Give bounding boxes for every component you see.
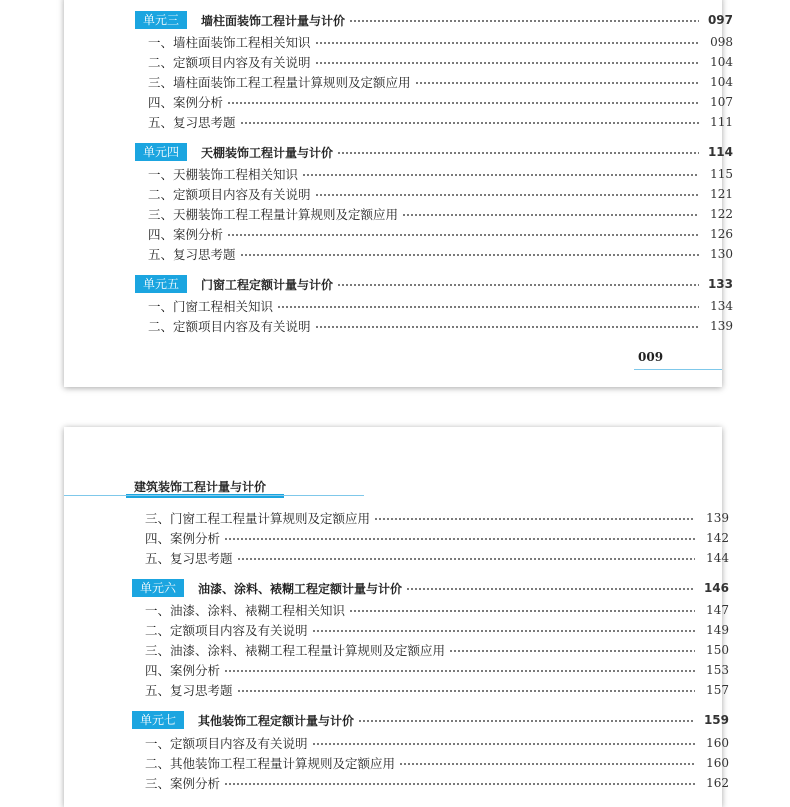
entry-title: 一、定额项目内容及有关说明 bbox=[145, 736, 308, 751]
page-number: 150 bbox=[706, 643, 729, 657]
leader-dots bbox=[227, 232, 699, 238]
unit-badge: 单元三 bbox=[135, 11, 187, 29]
entry-title: 五、复习思考题 bbox=[148, 115, 236, 130]
entry-title: 四、案例分析 bbox=[145, 663, 221, 678]
toc-entry[interactable] bbox=[145, 528, 729, 548]
page-number: 139 bbox=[710, 319, 733, 333]
entry-title: 一、油漆、涂料、裱糊工程相关知识 bbox=[145, 603, 346, 618]
toc-entry[interactable] bbox=[148, 296, 733, 316]
leader-dots bbox=[237, 688, 695, 694]
toc-entry[interactable] bbox=[148, 184, 733, 204]
entry-title: 二、定额项目内容及有关说明 bbox=[148, 55, 311, 70]
unit-heading[interactable] bbox=[135, 274, 733, 294]
folio-rule bbox=[634, 369, 722, 370]
page-number: 162 bbox=[706, 776, 729, 790]
page-number: 098 bbox=[710, 35, 733, 49]
entry-title: 三、天棚装饰工程工程量计算规则及定额应用 bbox=[148, 207, 399, 222]
unit-badge: 单元七 bbox=[132, 711, 184, 729]
leader-dots bbox=[312, 628, 695, 634]
unit-heading[interactable] bbox=[132, 710, 729, 730]
toc-entry[interactable] bbox=[148, 72, 733, 92]
leader-dots bbox=[227, 100, 699, 106]
unit-badge: 单元六 bbox=[132, 579, 184, 597]
toc-entry[interactable] bbox=[148, 92, 733, 112]
leader-dots bbox=[415, 80, 699, 86]
entry-title: 四、案例分析 bbox=[148, 95, 224, 110]
toc-entry[interactable] bbox=[145, 600, 729, 620]
entry-title: 二、定额项目内容及有关说明 bbox=[145, 623, 308, 638]
leader-dots bbox=[399, 761, 695, 767]
leader-dots bbox=[358, 718, 695, 724]
page-number: 104 bbox=[710, 75, 733, 89]
page-number: 115 bbox=[710, 167, 733, 181]
page-number: 159 bbox=[703, 713, 729, 727]
toc-entry[interactable] bbox=[148, 112, 733, 132]
toc-entry[interactable] bbox=[145, 680, 729, 700]
page-number: 122 bbox=[710, 207, 733, 221]
leader-dots bbox=[224, 536, 695, 542]
unit-title: 墙柱面装饰工程计量与计价 bbox=[201, 13, 346, 28]
running-head: 建筑装饰工程计量与计价 bbox=[134, 480, 267, 494]
entry-title: 四、案例分析 bbox=[145, 531, 221, 546]
leader-dots bbox=[315, 60, 699, 66]
toc-entry[interactable] bbox=[145, 548, 729, 568]
page-number: 130 bbox=[710, 247, 733, 261]
leader-dots bbox=[237, 556, 695, 562]
entry-title: 二、定额项目内容及有关说明 bbox=[148, 187, 311, 202]
leader-dots bbox=[374, 516, 695, 522]
page-number: 097 bbox=[707, 13, 733, 27]
page-number: 149 bbox=[706, 623, 729, 637]
entry-title: 三、油漆、涂料、裱糊工程工程量计算规则及定额应用 bbox=[145, 643, 446, 658]
toc-entry[interactable] bbox=[148, 316, 733, 336]
unit-heading[interactable] bbox=[135, 10, 733, 30]
toc-page-upper bbox=[64, 0, 733, 387]
leader-dots bbox=[337, 282, 699, 288]
leader-dots bbox=[402, 212, 699, 218]
entry-title: 二、定额项目内容及有关说明 bbox=[148, 319, 311, 334]
toc-entry[interactable] bbox=[145, 753, 729, 773]
entry-title: 五、复习思考题 bbox=[145, 683, 233, 698]
leader-dots bbox=[337, 150, 699, 156]
page-number: 107 bbox=[710, 95, 733, 109]
toc-entry[interactable] bbox=[148, 244, 733, 264]
entry-title: 一、门窗工程相关知识 bbox=[148, 299, 274, 314]
entry-title: 二、其他装饰工程工程量计算规则及定额应用 bbox=[145, 756, 396, 771]
page-number: 142 bbox=[706, 531, 729, 545]
leader-dots bbox=[315, 324, 699, 330]
toc-entry[interactable] bbox=[145, 640, 729, 660]
leader-dots bbox=[315, 192, 699, 198]
entry-title: 三、门窗工程工程量计算规则及定额应用 bbox=[145, 511, 371, 526]
page-number: 134 bbox=[710, 299, 733, 313]
page-number: 144 bbox=[706, 551, 729, 565]
leader-dots bbox=[224, 781, 695, 787]
unit-title: 天棚装饰工程计量与计价 bbox=[201, 145, 334, 160]
leader-dots bbox=[406, 586, 695, 592]
unit-title: 门窗工程定额计量与计价 bbox=[201, 277, 334, 292]
unit-title: 油漆、涂料、裱糊工程定额计量与计价 bbox=[198, 581, 403, 596]
page-number: 157 bbox=[706, 683, 729, 697]
toc-entry[interactable] bbox=[148, 224, 733, 244]
leader-dots bbox=[312, 741, 695, 747]
page-number: 114 bbox=[707, 145, 733, 159]
toc-entry[interactable] bbox=[148, 164, 733, 184]
toc-entry[interactable] bbox=[145, 660, 729, 680]
leader-dots bbox=[277, 304, 699, 310]
page-number: 139 bbox=[706, 511, 729, 525]
running-head-rule bbox=[64, 495, 364, 496]
unit-title: 其他装饰工程定额计量与计价 bbox=[198, 713, 355, 728]
toc-entry[interactable] bbox=[145, 508, 729, 528]
leader-dots bbox=[302, 172, 699, 178]
leader-dots bbox=[449, 648, 695, 654]
page-number: 153 bbox=[706, 663, 729, 677]
unit-badge: 单元四 bbox=[135, 143, 187, 161]
entry-title: 一、墙柱面装饰工程相关知识 bbox=[148, 35, 311, 50]
page-number: 147 bbox=[706, 603, 729, 617]
entry-title: 三、案例分析 bbox=[145, 776, 221, 791]
page-number: 111 bbox=[710, 115, 733, 129]
page-number: 160 bbox=[706, 736, 729, 750]
entry-title: 五、复习思考题 bbox=[148, 247, 236, 262]
page-number: 126 bbox=[710, 227, 733, 241]
toc-entry[interactable] bbox=[148, 52, 733, 72]
leader-dots bbox=[240, 252, 699, 258]
unit-badge: 单元五 bbox=[135, 275, 187, 293]
page-folio: 009 bbox=[638, 350, 664, 364]
leader-dots bbox=[240, 120, 699, 126]
toc-entry[interactable] bbox=[148, 32, 733, 52]
leader-dots bbox=[349, 18, 699, 24]
entry-title: 三、墙柱面装饰工程工程量计算规则及定额应用 bbox=[148, 75, 411, 90]
entry-title: 五、复习思考题 bbox=[145, 551, 233, 566]
page-number: 146 bbox=[703, 581, 729, 595]
toc-entry[interactable] bbox=[148, 204, 733, 224]
leader-dots bbox=[315, 40, 699, 46]
entry-title: 一、天棚装饰工程相关知识 bbox=[148, 167, 299, 182]
unit-heading[interactable] bbox=[135, 142, 733, 162]
entry-title: 四、案例分析 bbox=[148, 227, 224, 242]
leader-dots bbox=[349, 608, 695, 614]
unit-heading[interactable] bbox=[132, 578, 729, 598]
toc-page-lower bbox=[64, 427, 729, 807]
page-number: 104 bbox=[710, 55, 733, 69]
toc-entry[interactable] bbox=[145, 773, 729, 793]
page-number: 133 bbox=[707, 277, 733, 291]
leader-dots bbox=[224, 668, 695, 674]
page-number: 121 bbox=[710, 187, 733, 201]
toc-entry[interactable] bbox=[145, 733, 729, 753]
toc-entry[interactable] bbox=[145, 620, 729, 640]
page-number: 160 bbox=[706, 756, 729, 770]
